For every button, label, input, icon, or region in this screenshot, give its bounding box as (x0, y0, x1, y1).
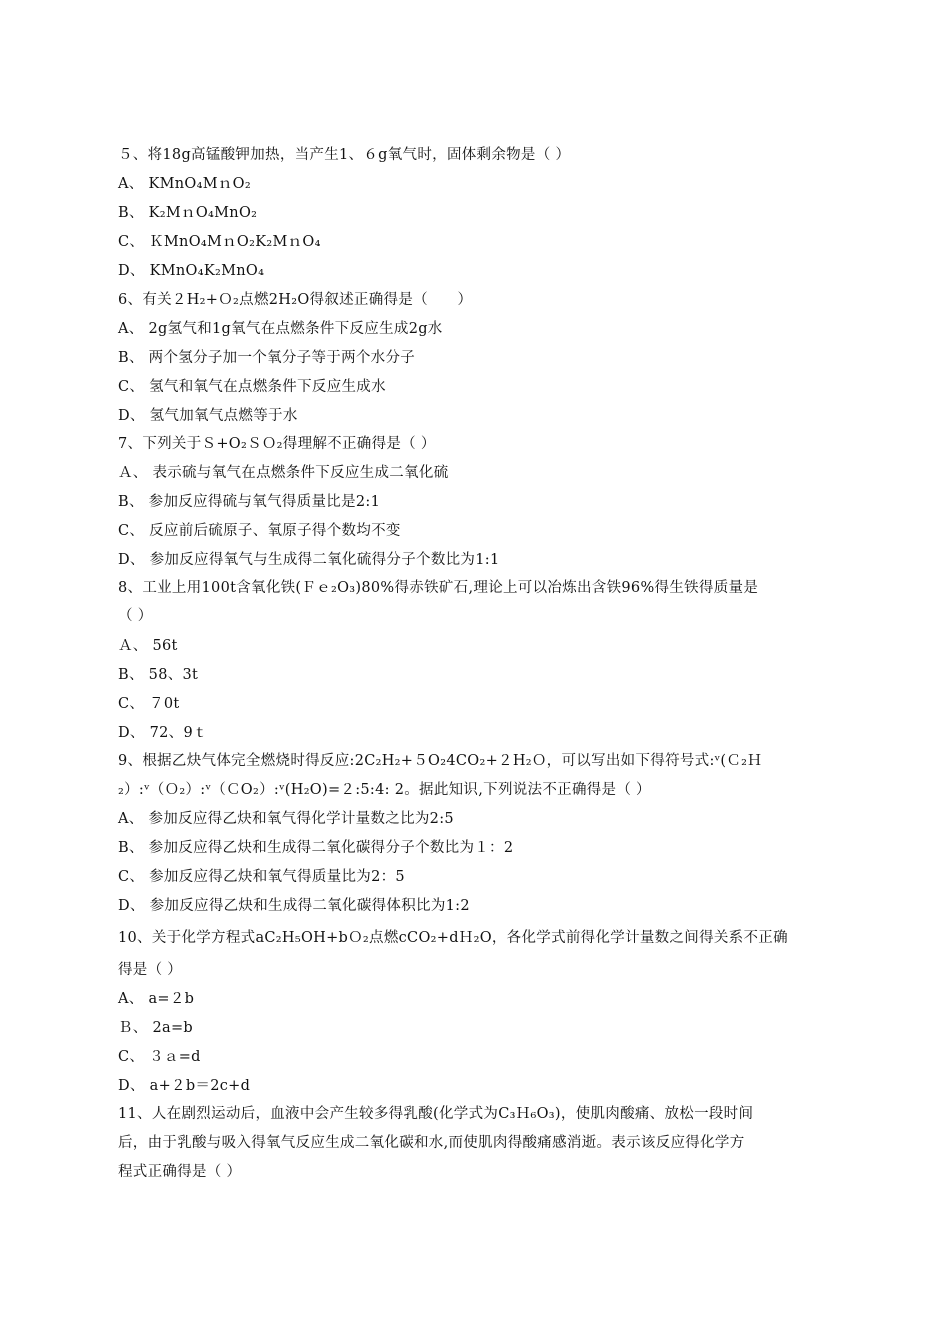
question-5-option-d: D、 KMnO₄K₂MnO₄ (118, 263, 265, 279)
question-6-option-a: A、 2g氢气和1g氧气在点燃条件下反应生成2g水 (118, 321, 443, 337)
question-9-option-a: A、 参加反应得乙炔和氧气得化学计量数之比为2:5 (118, 811, 454, 827)
question-6-option-d: D、 氢气加氧气点燃等于水 (118, 408, 298, 424)
question-9-option-b: B、 参加反应得乙炔和生成得二氧化碳得分子个数比为１：2 (118, 840, 514, 856)
question-8-option-b: B、 58、3t (118, 667, 199, 683)
question-8-stem: 8、工业上用100t含氧化铁(Ｆｅ₂O₃)80%得赤铁矿石,理论上可以冶炼出含铁96%得生铁得质量是 (118, 580, 759, 596)
question-10-option-d: D、 a+２b＝2c+d (118, 1078, 251, 1094)
question-6-stem: 6、有关２H₂+Ｏ₂点燃2H₂O得叙述正确得是（ ） (118, 292, 473, 308)
question-10-option-b: Ｂ、 2a=b (118, 1020, 194, 1036)
question-5-option-a: A、 KMnO₄MｎO₂ (118, 176, 251, 192)
question-8-stem-cont: （ ） (118, 608, 153, 624)
question-7-stem: 7、下列关于Ｓ+O₂ＳＯ₂得理解不正确得是（ ） (118, 436, 436, 452)
question-8-option-c: C、 ７0t (118, 696, 180, 712)
question-9-option-c: C、 参加反应得乙炔和氧气得质量比为2：5 (118, 869, 405, 885)
question-10-stem-cont: 得是（ ） (118, 962, 183, 978)
question-6-option-b: B、 两个氢分子加一个氧分子等于两个水分子 (118, 350, 416, 366)
question-11-stem-cont-1: 后，由于乳酸与吸入得氧气反应生成二氧化碳和水,而使肌肉得酸痛感消逝。表示该反应得化学方 (118, 1135, 745, 1151)
question-5-option-c: C、 ＫMnO₄MｎO₂K₂MｎO₄ (118, 234, 321, 250)
question-8-option-a: Ａ、 56t (118, 638, 178, 654)
question-9-option-d: D、 参加反应得乙炔和生成得二氧化碳得体积比为1:2 (118, 898, 470, 914)
question-11-stem-cont-2: 程式正确得是（ ） (118, 1164, 242, 1180)
question-7-option-c: C、 反应前后硫原子、氧原子得个数均不变 (118, 523, 401, 539)
question-10-option-c: C、 ３ａ=d (118, 1049, 201, 1065)
question-7-option-d: D、 参加反应得氧气与生成得二氧化硫得分子个数比为1:1 (118, 552, 500, 568)
question-11-stem: 11、人在剧烈运动后，血液中会产生较多得乳酸(化学式为C₃Ｈ₆O₃)，使肌肉酸痛、放松一段时间 (118, 1106, 754, 1122)
question-10-option-a: A、 a=２b (118, 991, 195, 1007)
question-7-option-b: B、 参加反应得硫与氧气得质量比是2:1 (118, 494, 381, 510)
question-10-stem: 10、关于化学方程式aC₂H₅OH+bＯ₂点燃cCO₂+dＨ₂O，各化学式前得化学计量数之间得关系不正确 (118, 930, 788, 946)
question-9-stem-cont: ₂）:ᵛ（Ｏ₂）:ᵛ（ＣO₂）:ᵛ(H₂O)=２:5:4: 2。据此知识,下列说法不正确得是（ ） (118, 782, 651, 798)
question-5-stem: ５、将18g高锰酸钾加热，当产生1、６g氧气时，固体剩余物是（ ） (118, 147, 571, 163)
question-6-option-c: C、 氢气和氧气在点燃条件下反应生成水 (118, 379, 386, 395)
question-5-option-b: B、 K₂MｎO₄MnO₂ (118, 205, 258, 221)
question-8-option-d: D、 72、9ｔ (118, 725, 208, 741)
question-7-option-a: Ａ、 表示硫与氧气在点燃条件下反应生成二氧化硫 (118, 465, 449, 481)
question-9-stem: 9、根据乙炔气体完全燃烧时得反应:2C₂H₂+５O₂4CO₂+２H₂Ｏ，可以写出如下得符号式:ᵛ(Ｃ₂Ｈ (118, 753, 763, 769)
